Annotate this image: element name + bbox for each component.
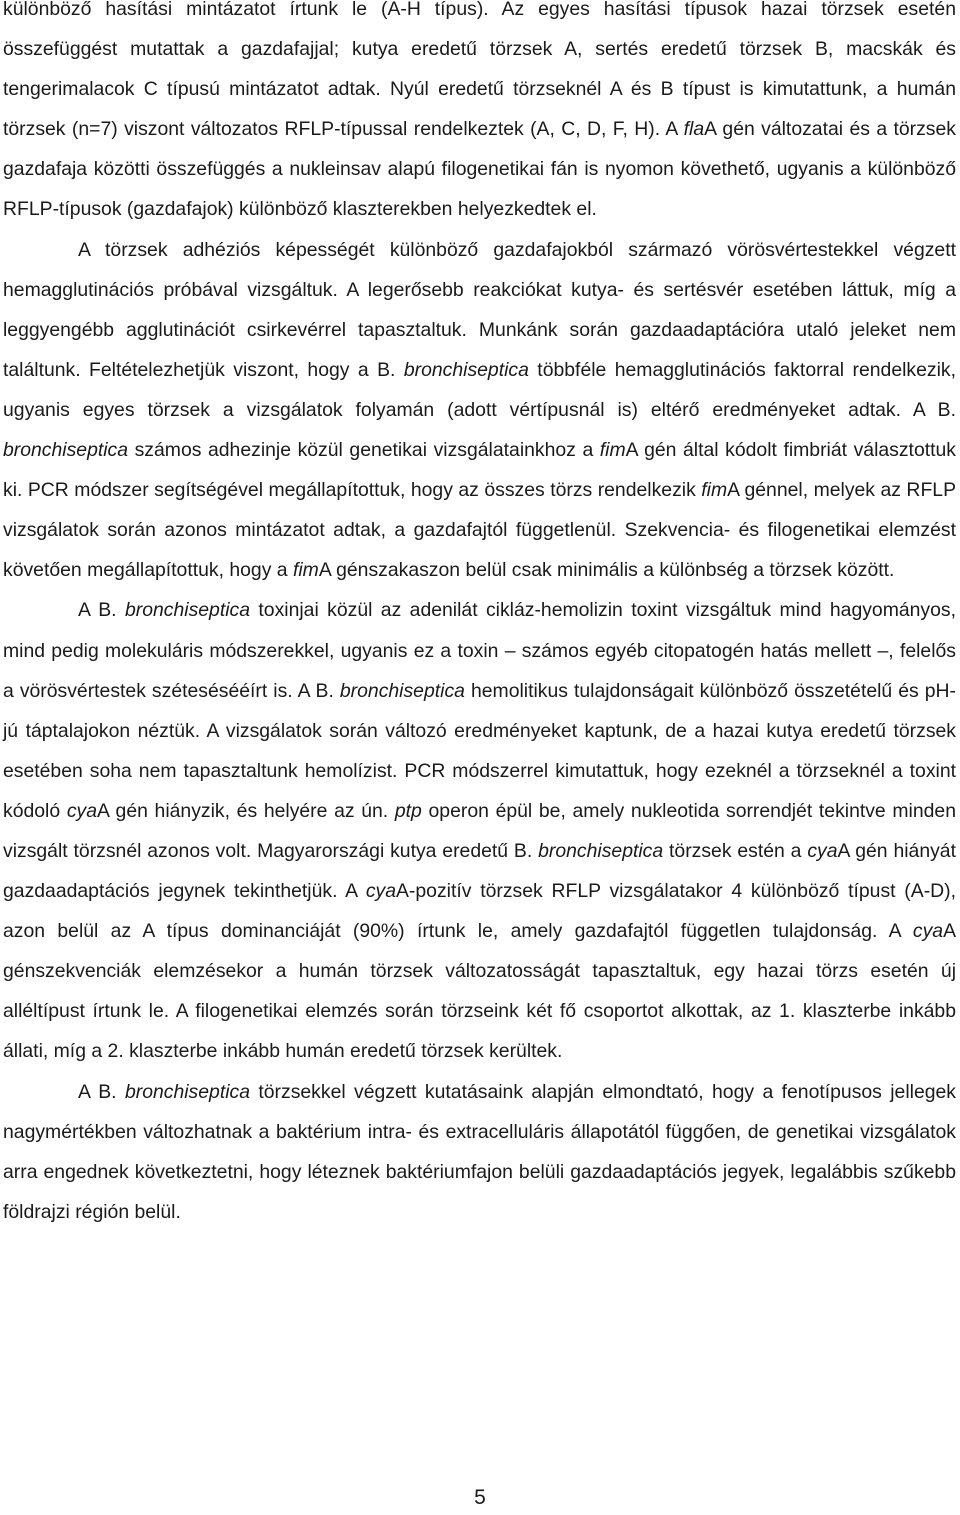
italic-term: fim (599, 439, 626, 462)
italic-term: bronchiseptica (538, 839, 664, 862)
text-run: A génszekvenciák elemzésekor a humán törzsek változatosságát tapasztaltuk, egy hazai törzs esetén új alléltípust írtunk le. A filogenetikai elemzés során törzseink két fő csoportot alkottak, az 1. klaszterbe inkább állati, míg a 2. klaszterbe inkább humán eredetű törzsek kerültek. (3, 920, 956, 1063)
italic-term: bronchiseptica (124, 1080, 250, 1103)
page-number: 5 (474, 1486, 486, 1509)
text-run: A B. (78, 1080, 125, 1103)
text-run: A gén hiányát gazdaadaptációs jegynek tekinthetjük. A (3, 839, 956, 903)
text-run: A-pozitív törzsek RFLP vizsgálatakor 4 különböző típust (A-D), azon belül az A típus dominanciáját (90%) írtunk le, amely gazdafajtól független tulajdonság. A (3, 880, 956, 943)
text-run: operon épül be, amely nukleotida sorrendjét tekintve minden vizsgált törzsnél azonos volt. Magyarországi kutya eredetű B. (3, 799, 956, 862)
text-run: számos adhezinje közül genetikai vizsgálatainkhoz a (128, 439, 600, 462)
paragraph (3, 1072, 956, 1232)
italic-term: bronchiseptica (339, 679, 465, 702)
italic-term: cya (912, 920, 944, 943)
text-run: A génszakaszon belül csak minimális a különbség a törzsek között. (318, 559, 895, 582)
text-run: hemolitikus tulajdonságait különböző összetételű és pH-jú táptalajokon néztük. A vizsgálatok során változó eredményeket kaptunk, de a hazai kutya eredetű törzsek esetében soha nem tapasztaltunk hemolízist. PCR módszerrel kimutattuk, hogy ezeknél a törzseknél a toxint kódoló (3, 679, 956, 822)
text-run: A gén által kódolt fimbriát választottuk ki. PCR módszer segítségével megállapítottuk, hogy az összes törzs rendelkezik (3, 439, 956, 502)
italic-term: cya (365, 880, 396, 903)
italic-term: bronchiseptica (3, 439, 129, 462)
text-run: különböző hasítási mintázatot írtunk le (A-H típus). Az egyes hasítási típusok hazai törzsek esetén összefüggést mutattak a gazdafajjal; kutya eredetű törzsek A, sertés eredetű törzsek B, macskák és tengerimalacok C típusú mintázatot adtak. Nyúl eredetű törzseknél A és B típust is kimutattunk, a humán törzsek (n=7) viszont változatos RFLP-típussal rendelkeztek (A, C, D, F, H). A (3, 0, 956, 141)
text-run: törzsekkel végzett kutatásaink alapján elmondtató, hogy a fenotípusos jellegek nagymértékben változhatnak a baktérium intra- és extracelluláris állapotától függően, de genetikai vizsgálatok arra engednek következtetni, hogy léteznek baktériumfajon belüli gazdaadaptációs jegyek, legalábbis szűkebb földrajzi régión belül. (3, 1080, 956, 1223)
paragraph (3, 0, 956, 230)
text-run: A gén hiányzik, és helyére az ún. (97, 799, 395, 822)
text-run: A gén változatai és a törzsek gazdafaja közötti összefüggés a nukleinsav alapú filogenetikai fán is nyomon követhető, ugyanis a különböző RFLP-típusok (gazdafajok) különböző klaszterekben helyezkedtek el. (3, 118, 956, 221)
italic-term: fim (292, 559, 319, 582)
paragraph (3, 590, 956, 1071)
text-run: többféle hemagglutinációs faktorral rendelkezik, ugyanis egyes törzsek a vizsgálatok folyamán (adott vértípusnál is) eltérő eredményeket adtak. A B. (3, 358, 956, 421)
text-run: A B. (78, 599, 125, 622)
italic-term: cya (66, 799, 97, 822)
italic-term: bronchiseptica (124, 599, 251, 622)
italic-term: cya (807, 839, 838, 862)
italic-term: fla (683, 118, 705, 141)
italic-term: ptp (394, 799, 422, 822)
paragraph (3, 230, 956, 591)
italic-term: fim (701, 479, 728, 502)
text-run: A törzsek adhéziós képességét különböző gazdafajokból származó vörösvértestekkel végzett hemagglutinációs próbával vizsgáltuk. A legerősebb reakciókat kutya- és sertésvér esetében láttuk, míg a leggyengébb agglutinációt csirkevérrel tapasztaltuk. Munkánk során gazdaadaptációra utaló jeleket nem találtunk. Feltételezhetjük viszont, hogy a B. (3, 238, 956, 381)
text-run: törzsek estén a (663, 839, 808, 862)
text-run: A génnel, melyek az RFLP vizsgálatok során azonos mintázatot adtak, a gazdafajtól függetlenül. Szekvencia- és filogenetikai elemzést követően megállapítottuk, hogy a (3, 479, 957, 582)
body-text (3, 0, 956, 1232)
text-run: toxinjai közül az adenilát cikláz-hemolizin toxint vizsgáltuk mind hagyományos, mind pedig molekuláris módszerekkel, ugyanis ez a toxin – számos egyéb citopatogén hatás mellett –, felelős a vörösvértestek szétesésééírt is. A B. (3, 599, 956, 702)
italic-term: bronchiseptica (403, 358, 529, 381)
